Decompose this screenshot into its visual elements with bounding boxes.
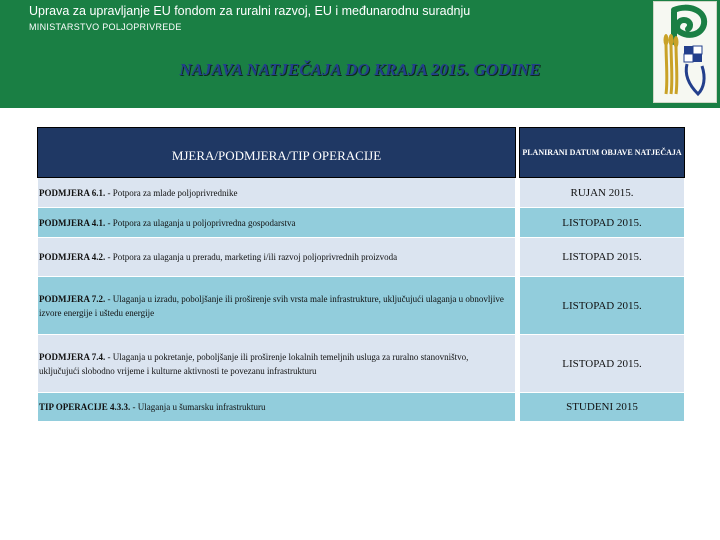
measure-description: - Ulaganja u pokretanje, poboljšanje ili proširenje lokalnih temeljnih usluga za ruralno stanovništvo, uključujući slobodno vrijeme i kulturne aktivnosti te povezanu infrastrukturu — [39, 351, 469, 376]
header-banner — [0, 0, 720, 108]
ministry-emblem-logo — [653, 1, 717, 103]
table-row — [38, 208, 685, 238]
column-header-date: PLANIRANI DATUM OBJAVE NATJEČAJA — [520, 128, 685, 178]
planned-date: STUDENI 2015 — [520, 393, 685, 422]
measure-cell — [38, 208, 516, 238]
planned-date: LISTOPAD 2015. — [520, 208, 685, 238]
measure-cell — [38, 238, 516, 277]
measure-code: PODMJERA 4.1. — [39, 217, 106, 228]
measure-description: - Ulaganja u šumarsku infrastrukturu — [130, 402, 266, 412]
measure-cell — [38, 178, 516, 208]
planned-date: LISTOPAD 2015. — [520, 238, 685, 277]
measure-cell — [38, 277, 516, 335]
table-row — [38, 178, 685, 208]
measure-code: TIP OPERACIJE 4.3.3. — [39, 402, 131, 412]
table-row — [38, 277, 685, 335]
measure-code: PODMJERA 7.4. — [39, 351, 106, 362]
organization-subtitle: MINISTARSTVO POLJOPRIVREDE — [29, 22, 182, 32]
column-header-measure: MJERA/PODMJERA/TIP OPERACIJE — [38, 128, 516, 178]
table-row — [38, 393, 685, 422]
measure-cell — [38, 335, 516, 393]
measure-description: - Potpora za ulaganja u preradu, marketing i/ili razvoj poljoprivrednih proizvoda — [105, 252, 398, 262]
organization-title: Uprava za upravljanje EU fondom za ruralni razvoj, EU i međunarodnu suradnju — [29, 4, 471, 18]
measure-cell — [38, 393, 516, 422]
planned-date: LISTOPAD 2015. — [520, 277, 685, 335]
planned-date: LISTOPAD 2015. — [520, 335, 685, 393]
measure-code: PODMJERA 6.1. — [39, 187, 106, 198]
headline — [0, 60, 720, 80]
table-header-row — [38, 128, 685, 178]
measure-description: - Ulaganja u izradu, poboljšanje ili proširenje svih vrsta male infrastrukture, uključujući ulaganja u obnovljive izvore energije i uštedu energije — [39, 293, 504, 318]
tender-schedule-table — [37, 127, 685, 422]
measure-code: PODMJERA 4.2. — [39, 252, 106, 262]
table-row — [38, 238, 685, 277]
measure-code: PODMJERA 7.2. — [39, 293, 106, 304]
emblem-graphic — [654, 2, 716, 102]
headline-text: NAJAVA NATJEČAJA DO KRAJA 2015. GODINE — [179, 60, 541, 79]
planned-date: RUJAN 2015. — [520, 178, 685, 208]
table-row — [38, 335, 685, 393]
measure-description: - Potpora za ulaganja u poljoprivredna gospodarstva — [105, 217, 296, 228]
measure-description: - Potpora za mlade poljoprivrednike — [105, 187, 238, 198]
